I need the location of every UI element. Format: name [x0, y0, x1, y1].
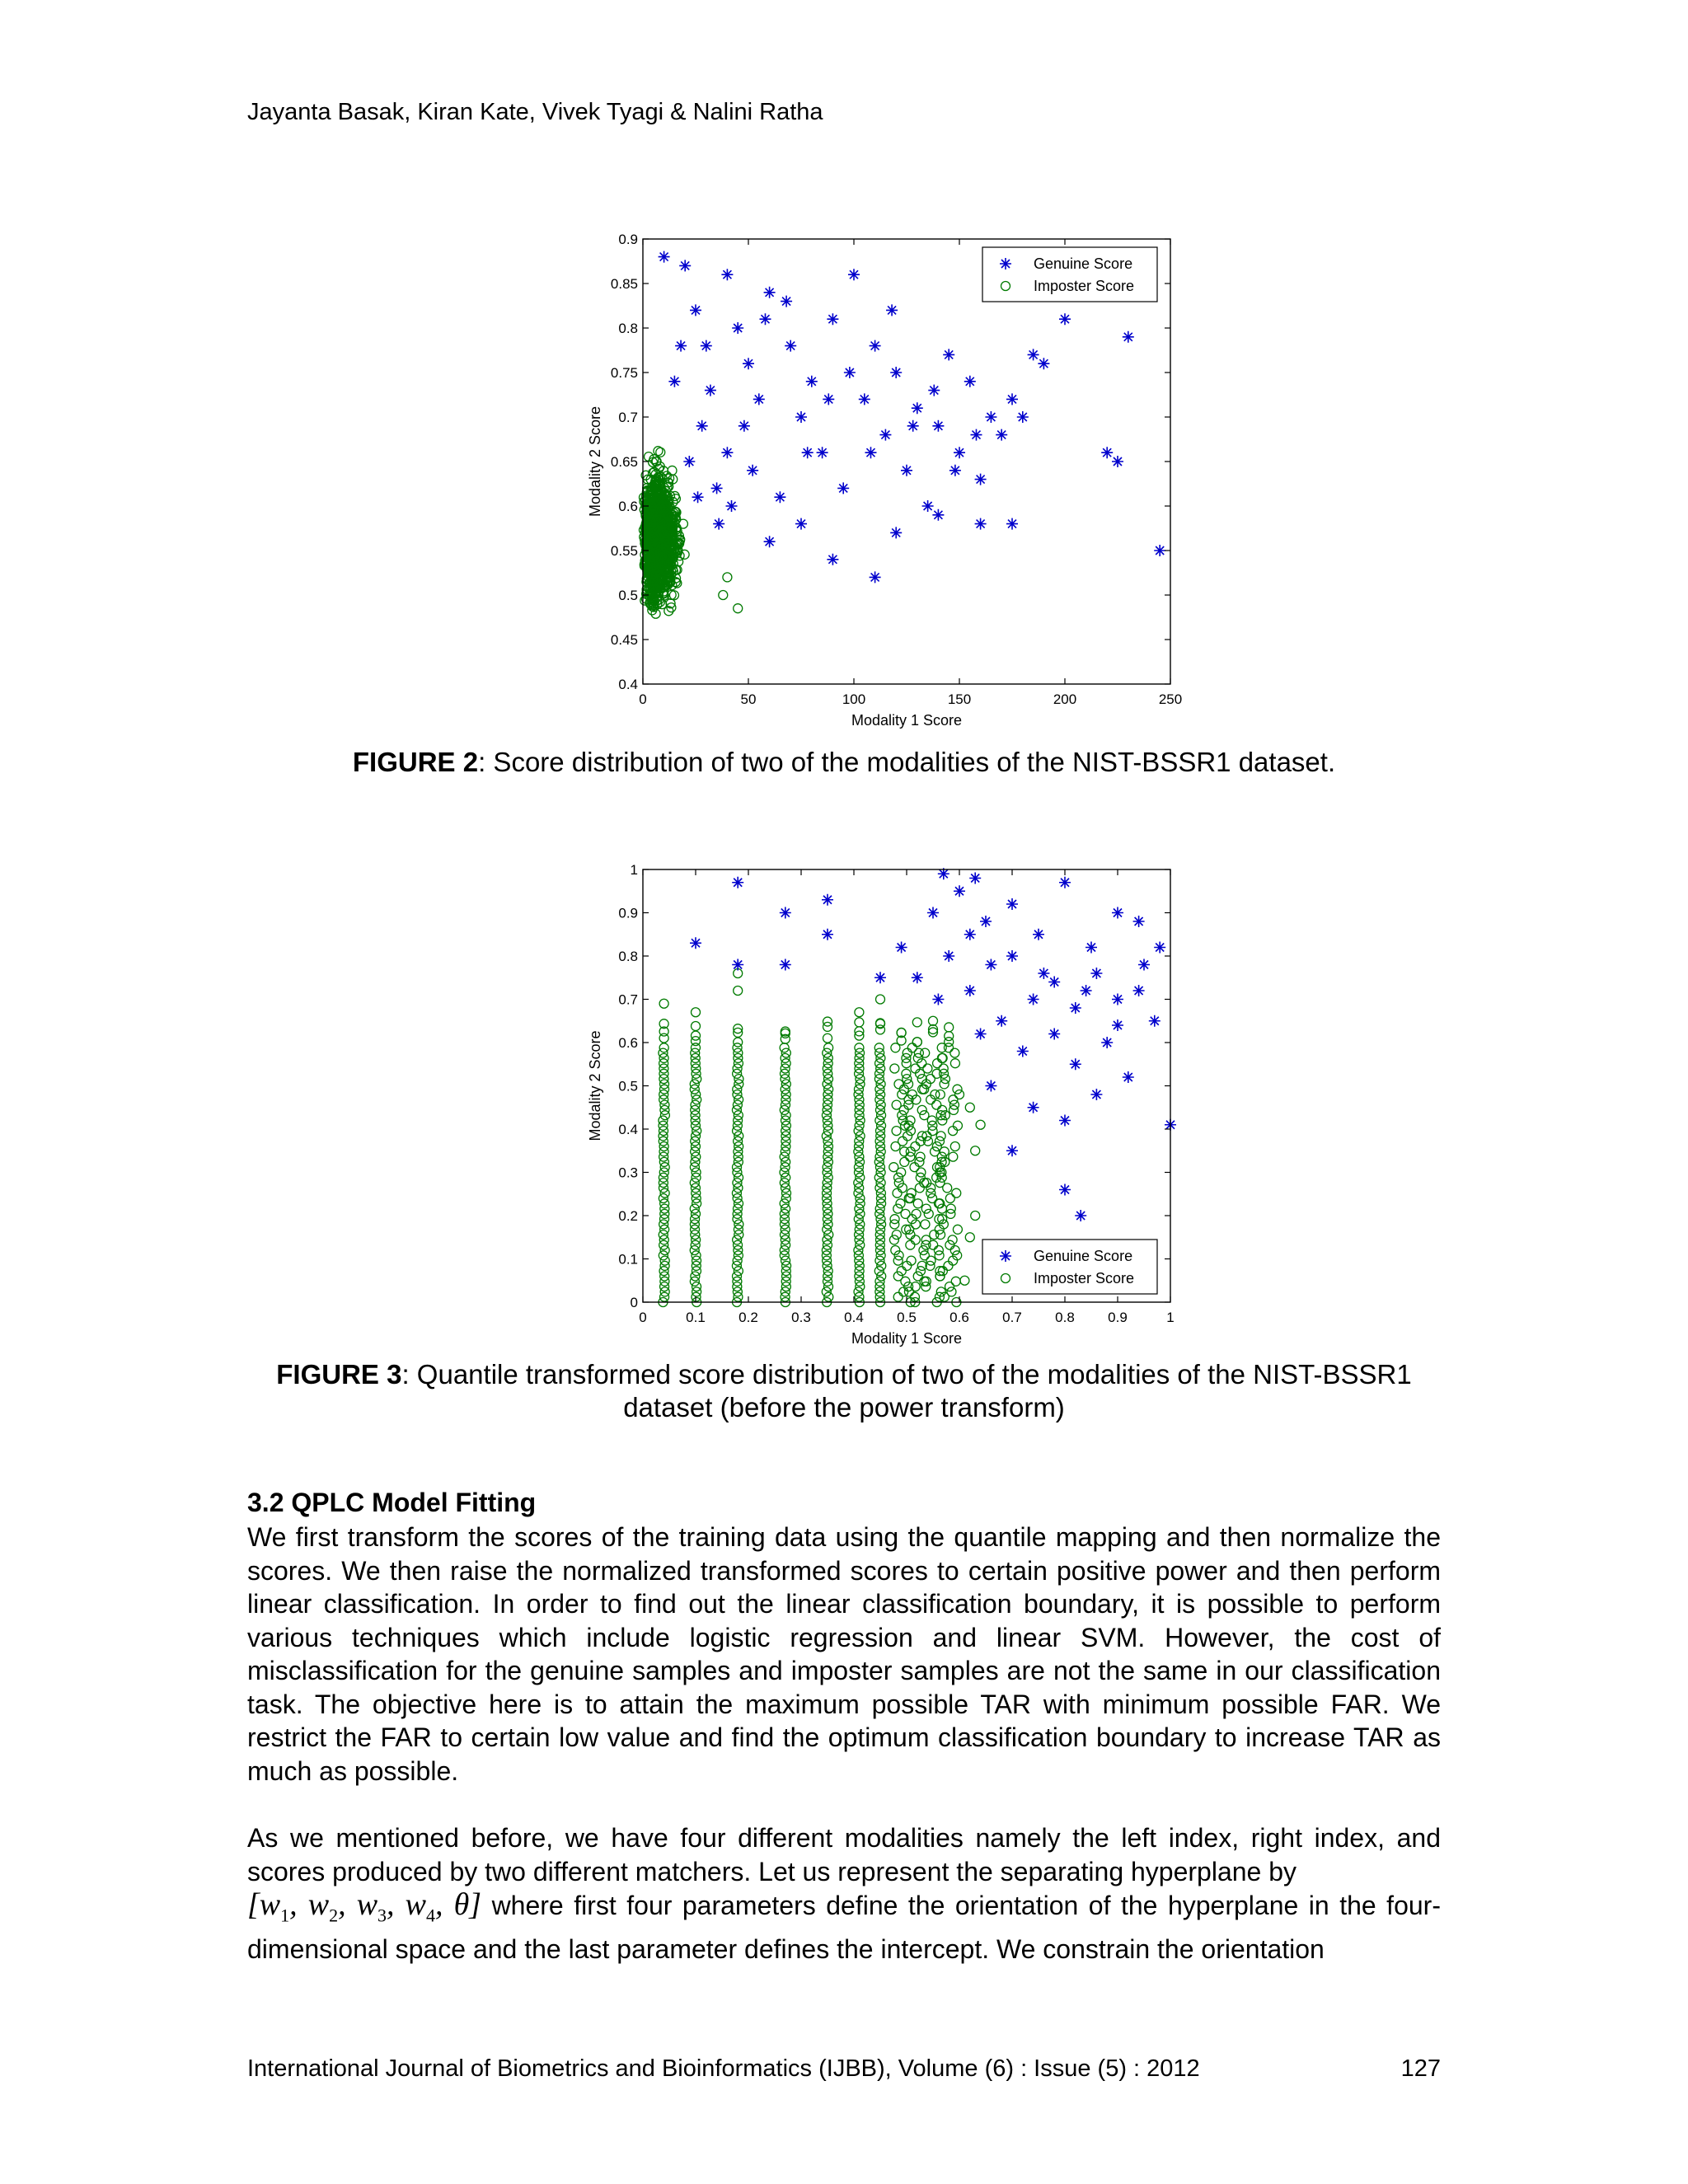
y-tick-label: 0.55: [610, 543, 638, 559]
genuine-point: [848, 269, 860, 280]
genuine-point: [1059, 1115, 1071, 1127]
x-tick-label: 0.5: [897, 1310, 917, 1325]
x-tick-label: 50: [740, 691, 757, 707]
genuine-point: [795, 518, 807, 530]
genuine-point: [1138, 959, 1150, 971]
legend-imposter-label: Imposter Score: [1034, 278, 1135, 294]
genuine-point: [896, 942, 907, 954]
x-axis-label: Modality 1 Score: [851, 712, 963, 729]
y-tick-label: 0.9: [618, 232, 638, 247]
genuine-point: [1059, 877, 1071, 888]
genuine-point: [732, 322, 743, 334]
genuine-point: [780, 959, 791, 971]
genuine-point: [859, 393, 870, 405]
genuine-point: [747, 465, 758, 476]
figure-3-caption-text-line2: dataset (before the power transform): [623, 1392, 1065, 1422]
genuine-point: [738, 420, 750, 432]
genuine-point: [1081, 985, 1092, 996]
genuine-point: [950, 465, 961, 476]
x-axis-label: Modality 1 Score: [851, 1330, 963, 1347]
x-tick-label: 0: [639, 1310, 647, 1325]
genuine-point: [732, 959, 743, 971]
genuine-point: [985, 959, 996, 971]
genuine-point: [1154, 942, 1165, 954]
genuine-point: [922, 500, 934, 512]
y-tick-label: 0.75: [610, 365, 638, 381]
genuine-point: [969, 873, 981, 884]
genuine-point: [943, 349, 954, 360]
genuine-point: [705, 385, 716, 396]
x-tick-label: 0.1: [686, 1310, 706, 1325]
genuine-point: [759, 313, 771, 325]
y-tick-label: 0.85: [610, 276, 638, 292]
page-header-authors: Jayanta Basak, Kiran Kate, Vivek Tyagi & Nalini Ratha: [247, 99, 823, 125]
legend-imposter-label: Imposter Score: [1034, 1270, 1135, 1286]
x-tick-label: 200: [1053, 691, 1077, 707]
genuine-point: [907, 420, 919, 432]
genuine-point: [1059, 313, 1071, 325]
genuine-point: [890, 367, 902, 378]
y-tick-label: 0.6: [618, 499, 638, 514]
legend-genuine-label: Genuine Score: [1034, 1248, 1133, 1264]
genuine-point: [985, 1080, 996, 1092]
figure-3-label: FIGURE 3: [276, 1359, 402, 1390]
y-tick-label: 0.5: [618, 1078, 638, 1094]
genuine-point: [1006, 518, 1018, 530]
paragraph-1: We first transform the scores of the training data using the quantile mapping and then normalize the scores. We then raise the normalized transformed scores to certain positive power and then perform linear classification. In order to find out the linear classification boundary, it is possible to perform various techniques which include logistic regression and linear SVM. However, the cost of misclassification for the genuine samples and imposter samples are not the same in our classification task. The objective here is to attain the maximum possible TAR with minimum possible FAR. We restrict the FAR to certain low value and find the optimum classification boundary to increase TAR as much as possible.: [247, 1522, 1441, 1786]
genuine-point: [785, 340, 796, 352]
x-tick-label: 0.6: [950, 1310, 969, 1325]
y-tick-label: 0.8: [618, 321, 638, 336]
genuine-point: [1101, 447, 1113, 458]
y-tick-label: 0.4: [618, 1122, 638, 1137]
genuine-point: [932, 994, 944, 1005]
genuine-point: [721, 269, 733, 280]
genuine-point: [795, 411, 807, 423]
genuine-point: [690, 304, 701, 316]
genuine-point: [780, 907, 791, 919]
figure-2-caption-text: : Score distribution of two of the modalities of the NIST-BSSR1 dataset.: [478, 747, 1336, 777]
genuine-point: [827, 554, 838, 565]
genuine-point: [823, 393, 834, 405]
genuine-point: [1028, 1102, 1039, 1113]
genuine-point: [996, 1015, 1007, 1027]
y-tick-label: 0.3: [618, 1165, 638, 1181]
genuine-point: [865, 447, 876, 458]
genuine-point: [764, 536, 776, 547]
genuine-point: [964, 985, 976, 996]
genuine-point: [1070, 1058, 1081, 1070]
genuine-point: [732, 877, 743, 888]
y-axis-label: Modality 2 Score: [587, 405, 603, 518]
legend-genuine-marker: [1000, 1250, 1011, 1262]
genuine-point: [659, 251, 670, 263]
genuine-point: [837, 482, 849, 494]
genuine-point: [1038, 358, 1049, 369]
genuine-point: [1133, 916, 1145, 927]
paragraph-2-text-b: where first four parameters define the orientation of the hyperplane in the four-dimensional space and the last parameter defines the intercept. We constrain the orientation: [247, 1891, 1441, 1965]
genuine-point: [1006, 950, 1018, 962]
genuine-point: [1133, 985, 1145, 996]
genuine-point: [1006, 1145, 1018, 1156]
genuine-point: [1149, 1015, 1160, 1027]
figure-2-label: FIGURE 2: [352, 747, 479, 777]
genuine-point: [1154, 545, 1165, 556]
genuine-point: [743, 358, 754, 369]
legend-genuine-label: Genuine Score: [1034, 255, 1133, 272]
genuine-point: [1112, 456, 1123, 467]
genuine-point: [690, 937, 701, 949]
genuine-point: [954, 885, 965, 897]
genuine-point: [713, 518, 724, 530]
genuine-point: [927, 907, 939, 919]
page-number: 127: [1400, 2055, 1441, 2082]
x-tick-label: 250: [1158, 691, 1183, 707]
genuine-point: [1017, 1046, 1029, 1057]
y-tick-label: 0.4: [618, 677, 638, 692]
genuine-point: [822, 929, 833, 940]
genuine-point: [912, 972, 923, 983]
y-tick-label: 0.6: [618, 1035, 638, 1051]
y-tick-label: 0.5: [618, 588, 638, 603]
genuine-point: [1070, 1002, 1081, 1014]
genuine-point: [774, 491, 785, 503]
genuine-point: [827, 313, 838, 325]
genuine-point: [890, 527, 902, 538]
x-tick-label: 0.2: [738, 1310, 758, 1325]
genuine-point: [954, 447, 965, 458]
genuine-point: [726, 500, 738, 512]
x-tick-label: 150: [947, 691, 972, 707]
genuine-point: [970, 429, 982, 441]
genuine-point: [874, 972, 886, 983]
genuine-point: [721, 447, 733, 458]
genuine-point: [696, 420, 708, 432]
genuine-point: [764, 287, 776, 298]
genuine-point: [975, 474, 987, 485]
genuine-point: [679, 260, 691, 271]
genuine-point: [1038, 968, 1049, 979]
genuine-point: [1048, 1029, 1060, 1040]
genuine-point: [668, 376, 680, 387]
y-tick-label: 0.2: [618, 1208, 638, 1224]
figure-3-caption: [247, 1358, 1441, 1424]
genuine-point: [932, 509, 944, 521]
legend: [982, 1240, 1157, 1294]
genuine-point: [932, 420, 944, 432]
genuine-point: [1006, 898, 1018, 910]
hyperplane-equation: [$w_1$, $w_2$, $w_3$, $w_4$, θ]: [247, 1887, 482, 1926]
genuine-point: [1028, 349, 1039, 360]
x-tick-label: 100: [842, 691, 866, 707]
y-axis-label: Modality 2 Score: [587, 1030, 603, 1141]
y-tick-label: 0: [630, 1295, 638, 1310]
legend-genuine-marker: [1000, 258, 1011, 269]
x-tick-label: 0.8: [1055, 1310, 1075, 1325]
paragraph-2-text-a: As we mentioned before, we have four different modalities namely the left index, right index, and scores produced by two different matchers. Let us represent the separating hyperplane by: [247, 1823, 1441, 1886]
genuine-point: [1112, 1019, 1123, 1031]
y-tick-label: 1: [630, 862, 638, 878]
figure-2-caption: [247, 746, 1441, 779]
genuine-point: [1017, 411, 1029, 423]
genuine-point: [701, 340, 712, 352]
x-tick-label: 0.4: [844, 1310, 864, 1325]
genuine-point: [943, 950, 954, 962]
x-tick-label: 0: [639, 691, 647, 707]
genuine-point: [1101, 1037, 1113, 1048]
genuine-point: [1028, 994, 1039, 1005]
y-tick-label: 0.7: [618, 991, 638, 1008]
genuine-point: [1112, 907, 1123, 919]
figure-3-caption-text: : Quantile transformed score distribution of two of the modalities of the NIST-BSSR1: [401, 1359, 1412, 1390]
genuine-point: [822, 894, 833, 906]
figure-2-scatter-plot: [569, 223, 1195, 742]
genuine-point: [901, 465, 912, 476]
genuine-point: [870, 571, 881, 583]
genuine-point: [912, 402, 923, 414]
genuine-point: [870, 340, 881, 352]
genuine-point: [964, 929, 976, 940]
genuine-point: [844, 367, 856, 378]
x-tick-label: 0.3: [791, 1310, 811, 1325]
genuine-point: [879, 429, 891, 441]
genuine-point: [1112, 994, 1123, 1005]
genuine-point: [1123, 1071, 1134, 1083]
y-tick-label: 0.65: [610, 454, 638, 470]
genuine-point: [781, 296, 792, 307]
genuine-point: [964, 376, 976, 387]
legend: [982, 247, 1157, 302]
genuine-point: [802, 447, 814, 458]
genuine-point: [1123, 331, 1134, 343]
y-tick-label: 0.1: [618, 1251, 638, 1268]
genuine-point: [975, 518, 987, 530]
section-title: 3.2 QPLC Model Fitting: [247, 1488, 537, 1517]
x-tick-label: 1: [1166, 1310, 1175, 1325]
x-tick-label: 0.7: [1002, 1310, 1022, 1325]
genuine-point: [975, 1029, 987, 1040]
genuine-point: [886, 304, 898, 316]
genuine-point: [985, 411, 996, 423]
figure-3-scatter-plot: [569, 853, 1195, 1347]
page-footer-journal: International Journal of Biometrics and Bioinformatics (IJBB), Volume (6) : Issue (5) : 2012: [247, 2055, 1200, 2082]
genuine-point: [1090, 1089, 1102, 1100]
genuine-point: [928, 385, 940, 396]
genuine-point: [1075, 1210, 1086, 1221]
paragraph-2: [247, 1821, 1441, 1966]
genuine-point: [1006, 393, 1018, 405]
y-tick-label: 0.7: [618, 410, 638, 425]
y-tick-label: 0.45: [610, 632, 638, 648]
x-tick-label: 0.9: [1108, 1310, 1128, 1325]
genuine-point: [1090, 968, 1102, 979]
genuine-point: [683, 456, 695, 467]
genuine-point: [996, 429, 1007, 441]
y-tick-label: 0.9: [618, 905, 638, 921]
genuine-point: [1059, 1184, 1071, 1196]
genuine-point: [817, 447, 828, 458]
genuine-point: [806, 376, 818, 387]
genuine-point: [980, 916, 992, 927]
genuine-point: [1033, 929, 1044, 940]
genuine-point: [675, 340, 687, 352]
plot-area: [643, 239, 1170, 684]
genuine-point: [1048, 977, 1060, 988]
genuine-point: [692, 491, 704, 503]
genuine-point: [753, 393, 765, 405]
genuine-point: [1085, 942, 1097, 954]
y-tick-label: 0.8: [618, 949, 638, 964]
genuine-point: [711, 482, 723, 494]
